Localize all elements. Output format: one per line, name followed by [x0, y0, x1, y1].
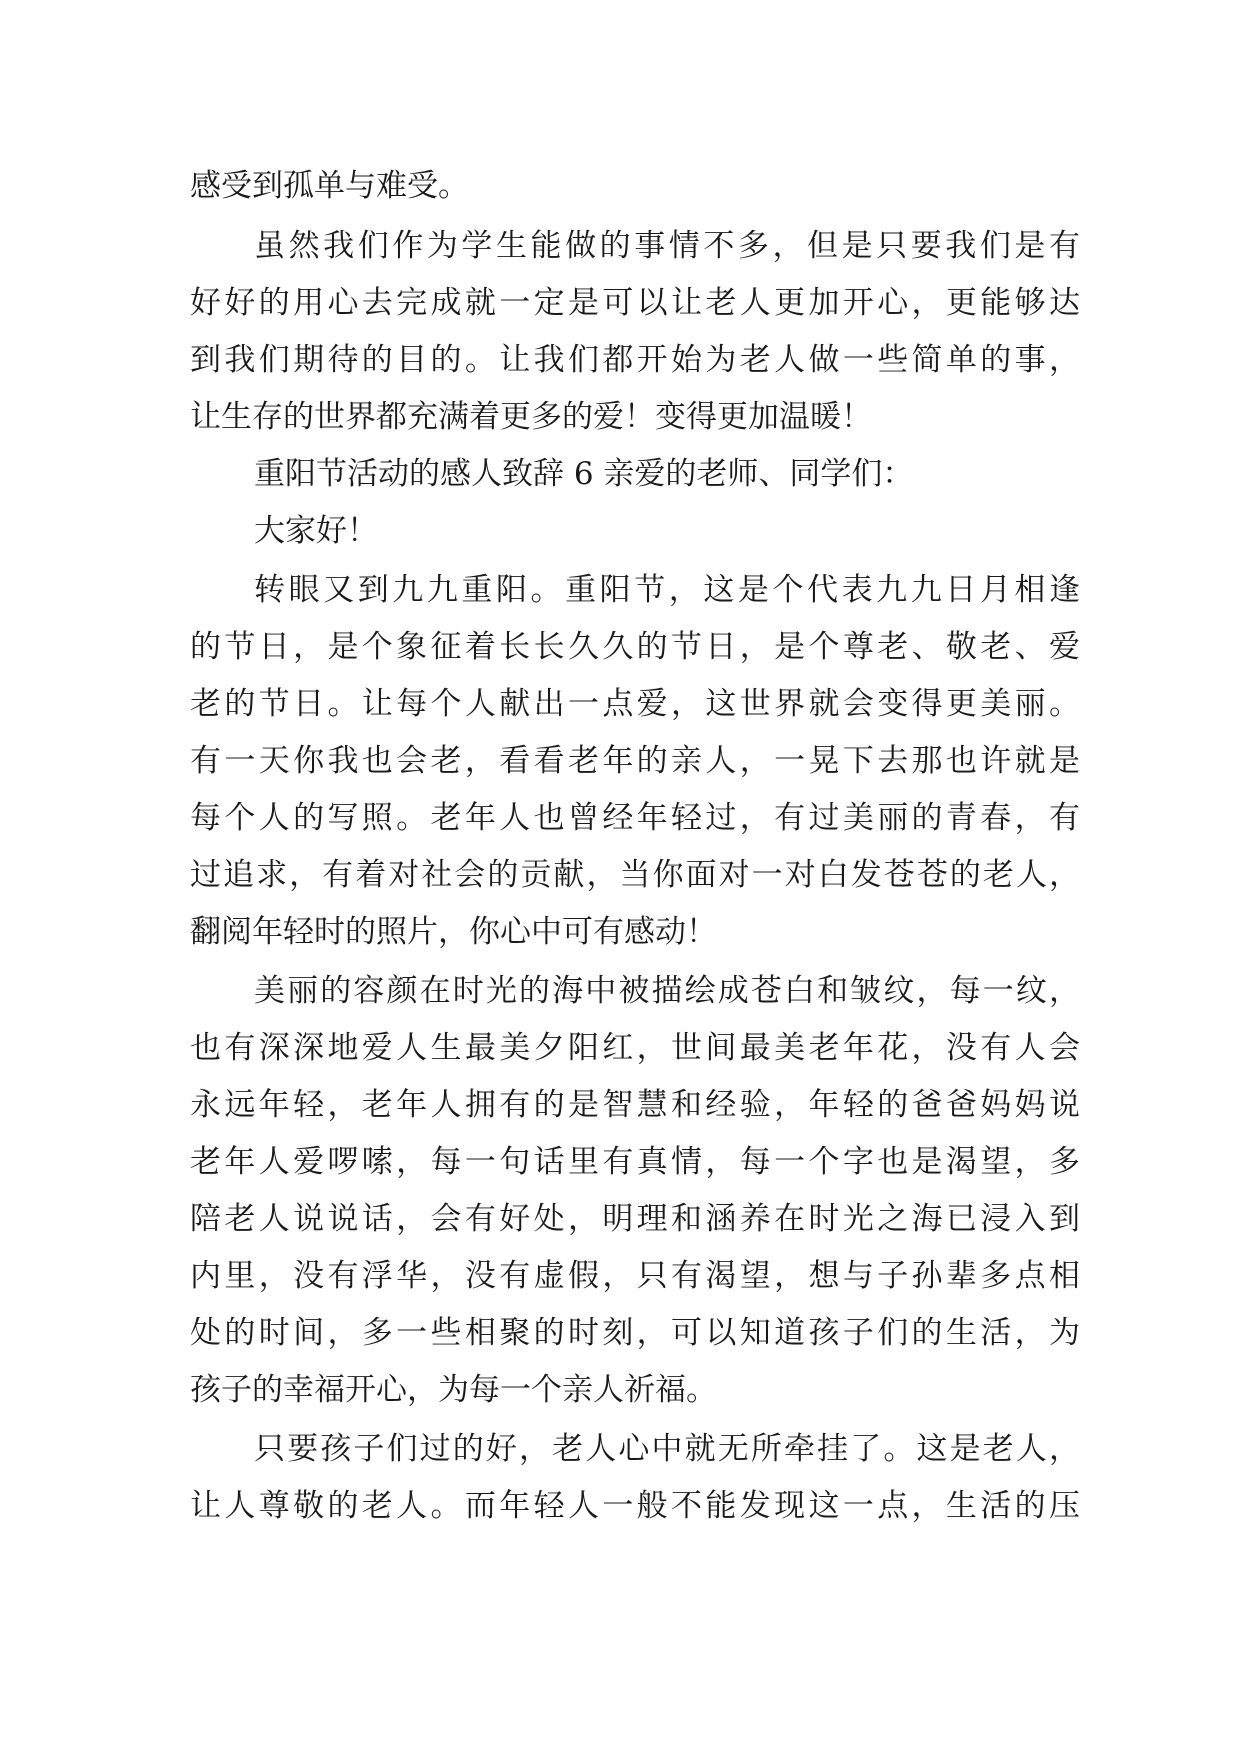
text-line: 老的节日。让每个人献出一点爱，这世界就会变得更美丽。 — [190, 686, 1080, 722]
text-line: 内里，没有浮华，没有虚假，只有渴望，想与子孙辈多点相 — [190, 1258, 1080, 1294]
text-line: 好好的用心去完成就一定是可以让老人更加开心，更能够达 — [190, 285, 1080, 321]
text-line: 永远年轻，老年人拥有的是智慧和经验，年轻的爸爸妈妈说 — [190, 1087, 1080, 1123]
text-line: 有一天你我也会老，看看老年的亲人，一晃下去那也许就是 — [190, 743, 1080, 779]
text-line: 美丽的容颜在时光的海中被描绘成苍白和皱纹，每一纹， — [254, 973, 1080, 1009]
text-line: 也有深深地爱人生最美夕阳红，世间最美老年花，没有人会 — [190, 1030, 1080, 1066]
text-line: 感受到孤单与难受。 — [190, 168, 469, 204]
text-line: 陪老人说说话，会有好处，明理和涵养在时光之海已浸入到 — [190, 1201, 1080, 1237]
text-line: 让生存的世界都充满着更多的爱！变得更加温暖！ — [190, 399, 872, 435]
text-line: 让人尊敬的老人。而年轻人一般不能发现这一点，生活的压 — [190, 1488, 1080, 1524]
text-line: 的节日，是个象征着长长久久的节日，是个尊老、敬老、爱 — [190, 629, 1080, 665]
text-line: 处的时间，多一些相聚的时刻，可以知道孩子们的生活，为 — [190, 1315, 1080, 1351]
text-line: 虽然我们作为学生能做的事情不多，但是只要我们是有 — [254, 228, 1080, 264]
text-line: 每个人的写照。老年人也曾经年轻过，有过美丽的青春，有 — [190, 800, 1080, 836]
text-line: 重阳节活动的感人致辞 6 亲爱的老师、同学们： — [254, 456, 914, 492]
text-line: 翻阅年轻时的照片，你心中可有感动！ — [190, 914, 717, 950]
text-line: 转眼又到九九重阳。重阳节，这是个代表九九日月相逢 — [254, 572, 1080, 608]
text-line: 过追求，有着对社会的贡献，当你面对一对白发苍苍的老人， — [190, 857, 1080, 893]
text-line: 只要孩子们过的好，老人心中就无所牵挂了。这是老人， — [254, 1431, 1080, 1467]
text-line: 老年人爱啰嗦，每一句话里有真情，每一个字也是渴望，多 — [190, 1144, 1080, 1180]
text-line: 孩子的幸福开心，为每一个亲人祈福。 — [190, 1372, 717, 1408]
text-line: 到我们期待的目的。让我们都开始为老人做一些简单的事， — [190, 342, 1080, 378]
text-line: 大家好！ — [254, 513, 378, 549]
